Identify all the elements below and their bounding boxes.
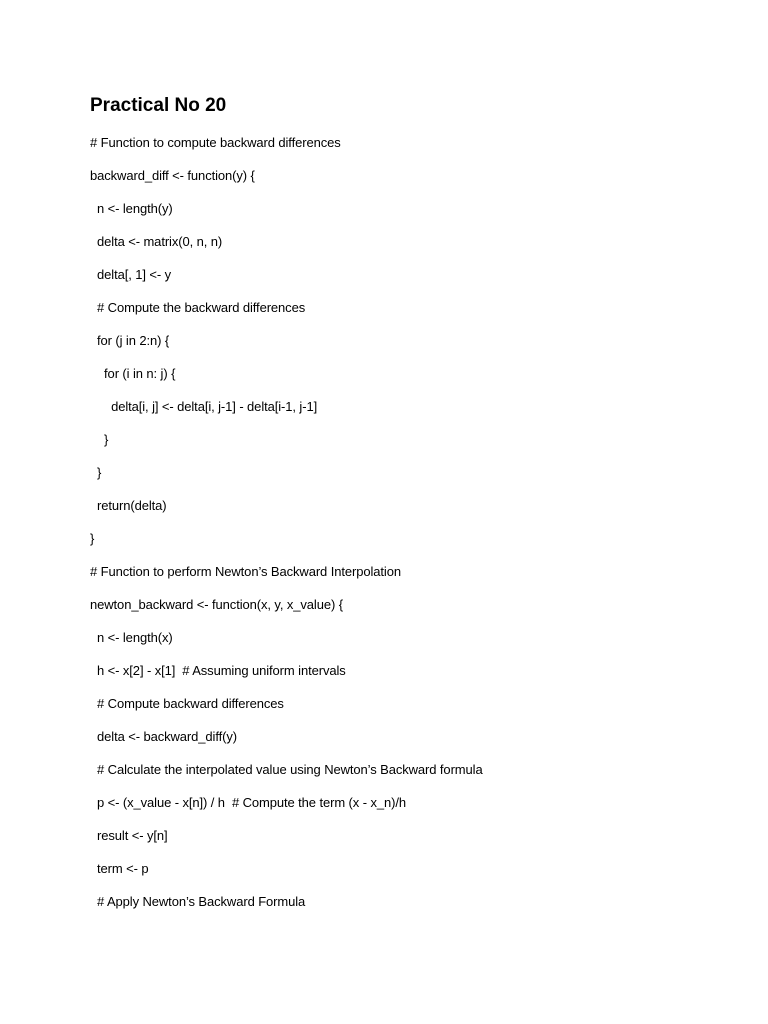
code-line: delta <- backward_diff(y): [90, 729, 237, 744]
code-line: backward_diff <- function(y) {: [90, 168, 255, 183]
code-line: delta[i, j] <- delta[i, j-1] - delta[i-1, j-1]: [90, 399, 318, 414]
code-line: p <- (x_value - x[n]) / h # Compute the term (x - x_n)/h: [90, 795, 406, 810]
code-line: # Function to compute backward differences: [90, 135, 341, 150]
code-line: # Calculate the interpolated value using Newton’s Backward formula: [90, 762, 483, 777]
code-line: # Compute backward differences: [90, 696, 284, 711]
code-line: delta <- matrix(0, n, n): [90, 234, 223, 249]
code-line: newton_backward <- function(x, y, x_value) {: [90, 597, 343, 612]
code-line: }: [90, 531, 95, 546]
code-line: for (i in n: j) {: [90, 366, 176, 381]
code-lines: [90, 133, 483, 925]
code-line: # Apply Newton’s Backward Formula: [90, 894, 306, 909]
code-line: delta[, 1] <- y: [90, 267, 172, 282]
code-line: result <- y[n]: [90, 828, 168, 843]
code-line: h <- x[2] - x[1] # Assuming uniform intervals: [90, 663, 346, 678]
code-line: term <- p: [90, 861, 149, 876]
code-line: for (j in 2:n) {: [90, 333, 170, 348]
code-line: n <- length(y): [90, 201, 173, 216]
code-line: }: [90, 432, 109, 447]
page-title: Practical No 20: [90, 95, 227, 116]
code-line: n <- length(x): [90, 630, 173, 645]
code-line: return(delta): [90, 498, 167, 513]
code-line: # Compute the backward differences: [90, 300, 306, 315]
code-line: }: [90, 465, 102, 480]
code-line: # Function to perform Newton’s Backward Interpolation: [90, 564, 401, 579]
